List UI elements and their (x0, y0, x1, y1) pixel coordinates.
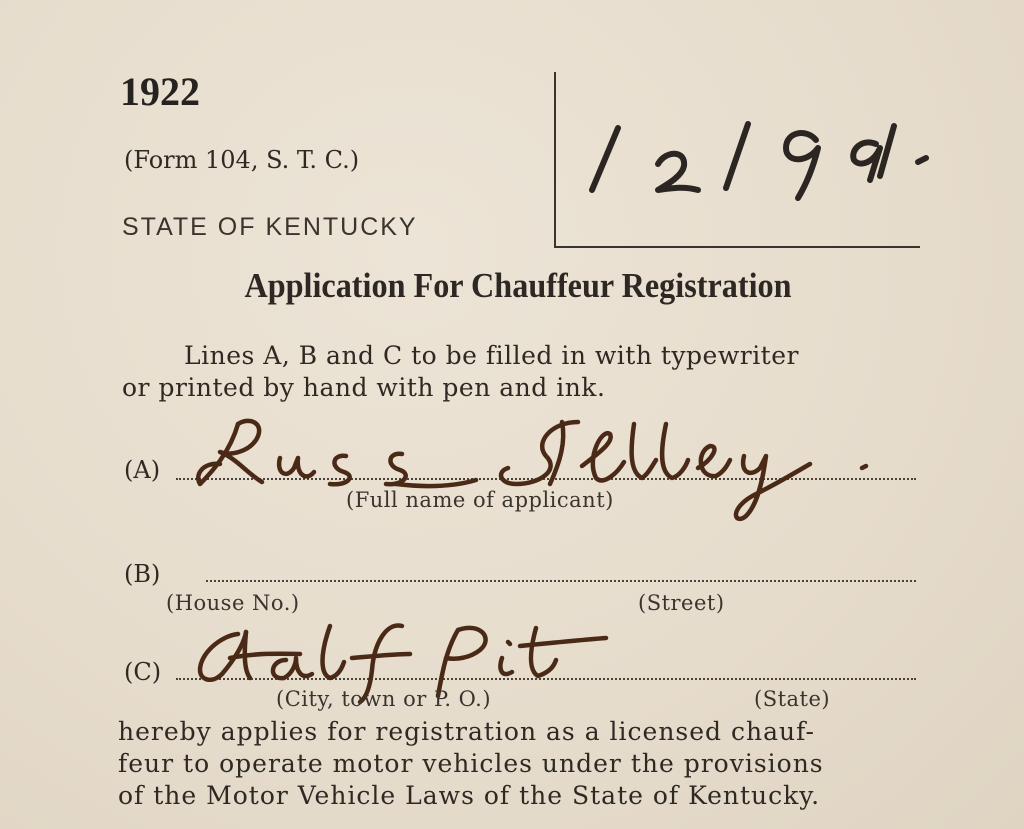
state-heading: STATE OF KENTUCKY (122, 213, 418, 241)
form-title: Application For Chauffeur Registration (244, 266, 792, 305)
line-b-caption-street: (Street) (638, 591, 725, 615)
line-a-handwriting (190, 402, 890, 532)
line-c-label: (C) (124, 658, 162, 686)
instructions-line-1: Lines A, B and C to be filled in with typewriter (184, 341, 799, 370)
declaration-line-3: of the Motor Vehicle Laws of the State of Kentucky. (118, 781, 821, 810)
instructions-line-2: or printed by hand with pen and ink. (122, 373, 606, 402)
line-c-caption-city: (City, town or P. O.) (276, 687, 492, 711)
line-a-caption: (Full name of applicant) (346, 488, 614, 512)
form-year: 1922 (120, 69, 200, 114)
declaration-line-2: feur to operate motor vehicles under the provisions (118, 749, 824, 778)
line-b-label: (B) (124, 560, 161, 588)
line-c-caption-state: (State) (754, 687, 831, 711)
registration-number-handwriting (580, 110, 940, 220)
line-b-caption-house: (House No.) (166, 591, 300, 615)
line-b-fill-line (206, 580, 916, 582)
line-a-label: (A) (124, 456, 161, 484)
form-number: (Form 104, S. T. C.) (124, 146, 360, 174)
declaration-line-1: hereby applies for registration as a licensed chauf- (118, 717, 815, 746)
